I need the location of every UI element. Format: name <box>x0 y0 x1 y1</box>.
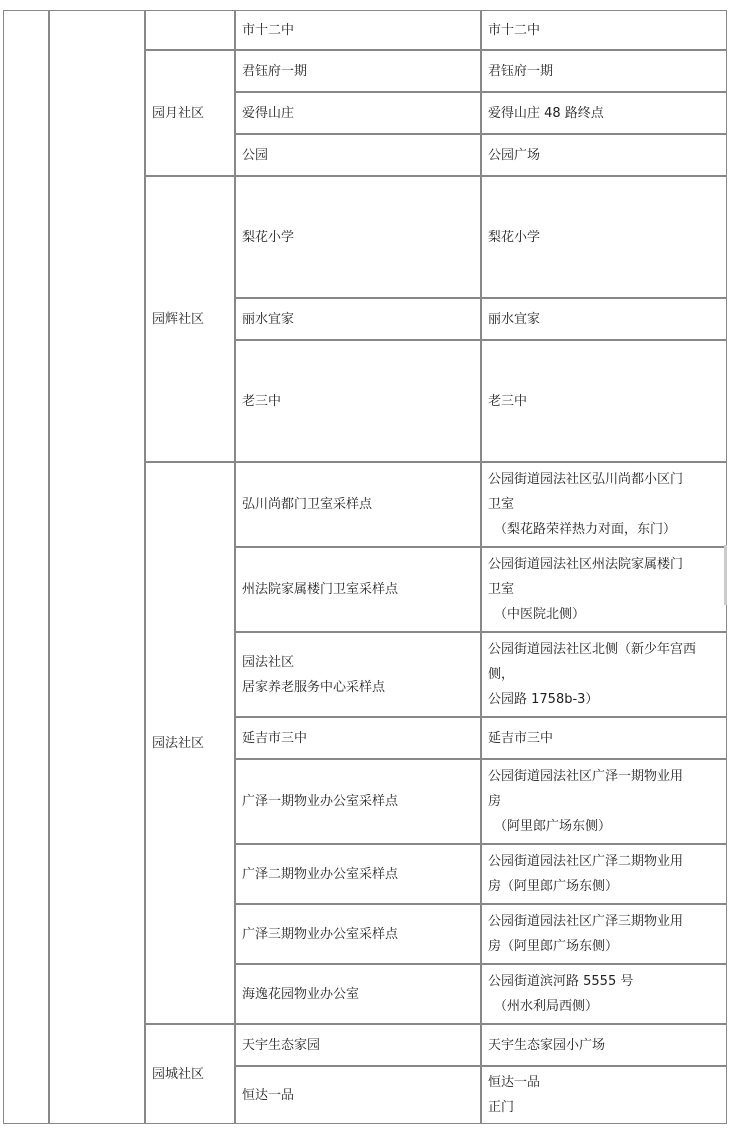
site-line: 公园 <box>242 147 269 163</box>
address-cell <box>481 844 727 904</box>
address-cell <box>481 176 727 298</box>
address-cell <box>481 340 727 462</box>
address-line: 梨花小学 <box>488 229 541 245</box>
address-cell <box>481 1024 727 1066</box>
address-line: （阿里郎广场东侧） <box>494 819 612 834</box>
community-cell: 园月社区 <box>145 50 235 176</box>
site-cell <box>235 632 481 717</box>
site-line: 州法院家属楼门卫室采样点 <box>242 582 399 597</box>
site-line: 恒达一品 <box>242 1087 295 1103</box>
document-page <box>3 10 727 1124</box>
site-line: 爱得山庄 <box>242 105 295 121</box>
site-line: 君钰府一期 <box>242 63 308 79</box>
site-cell <box>235 50 481 92</box>
address-cell <box>481 92 727 134</box>
address-line: 房（阿里郎广场东侧） <box>488 939 619 954</box>
address-line: 正门 <box>488 1100 515 1115</box>
address-line: 公园街道园法社区广泽三期物业用 <box>488 914 684 929</box>
site-line: 居家养老服务中心采样点 <box>242 679 386 695</box>
site-cell <box>235 10 481 50</box>
address-line: 公园街道滨河路 5555 号 <box>488 974 634 989</box>
site-line: 老三中 <box>242 393 282 409</box>
site-cell <box>235 844 481 904</box>
site-line: 广泽二期物业办公室采样点 <box>242 866 399 882</box>
address-line: 公园街道园法社区广泽二期物业用 <box>488 854 684 869</box>
address-line: 侧， <box>488 667 515 682</box>
address-line: 公园路 1758b-3） <box>488 692 599 707</box>
community-cell: 园辉社区 <box>145 176 235 462</box>
address-line: 市十二中 <box>488 22 541 38</box>
community-cell: 园城社区 <box>145 1024 235 1124</box>
site-line: 园法社区 <box>242 654 295 670</box>
address-line: 房（阿里郎广场东侧） <box>488 879 619 894</box>
site-line: 市十二中 <box>242 22 295 38</box>
site-line: 梨花小学 <box>242 229 295 245</box>
site-cell <box>235 462 481 547</box>
site-cell <box>235 298 481 340</box>
site-cell <box>235 1066 481 1124</box>
address-line: 丽水宜家 <box>488 311 541 327</box>
address-cell <box>481 134 727 176</box>
community-cell <box>145 10 235 50</box>
address-cell <box>481 632 727 717</box>
address-line: 公园街道园法社区弘川尚都小区门 <box>488 472 684 487</box>
address-cell <box>481 50 727 92</box>
site-cell <box>235 340 481 462</box>
address-cell <box>481 717 727 759</box>
site-line: 丽水宜家 <box>242 311 295 327</box>
site-line: 天宇生态家园 <box>242 1037 321 1053</box>
site-cell <box>235 176 481 298</box>
address-line: （梨花路荣祥热力对面，东门） <box>494 522 677 537</box>
address-line: 卫室 <box>488 497 515 512</box>
blank-street-column <box>49 10 145 1124</box>
table-row <box>3 10 727 50</box>
address-cell <box>481 298 727 340</box>
site-cell <box>235 964 481 1024</box>
site-line: 广泽三期物业办公室采样点 <box>242 926 399 942</box>
site-line: 海逸花园物业办公室 <box>242 986 360 1002</box>
address-line: 房 <box>488 794 502 809</box>
address-line: 爱得山庄 48 路终点 <box>488 105 604 121</box>
address-line: （州水利局西侧） <box>494 999 599 1014</box>
address-line: 君钰府一期 <box>488 63 554 79</box>
address-cell <box>481 964 727 1024</box>
address-cell <box>481 904 727 964</box>
address-line: （中医院北侧） <box>494 607 586 622</box>
address-cell <box>481 10 727 50</box>
address-cell <box>481 759 727 844</box>
address-line: 延吉市三中 <box>488 730 554 746</box>
site-line: 弘川尚都门卫室采样点 <box>242 497 373 512</box>
page-edge-marker <box>724 545 727 605</box>
address-line: 公园街道园法社区州法院家属楼门 <box>488 557 684 572</box>
site-line: 广泽一期物业办公室采样点 <box>242 794 399 809</box>
address-cell <box>481 547 727 632</box>
site-cell <box>235 134 481 176</box>
address-line: 天宇生态家园小广场 <box>488 1037 606 1053</box>
sampling-sites-table <box>3 10 727 1124</box>
site-cell <box>235 904 481 964</box>
address-line: 恒达一品 <box>488 1075 541 1090</box>
site-cell <box>235 717 481 759</box>
site-cell <box>235 1024 481 1066</box>
address-line: 公园街道园法社区广泽一期物业用 <box>488 769 684 784</box>
site-cell <box>235 92 481 134</box>
address-cell <box>481 1066 727 1124</box>
address-cell <box>481 462 727 547</box>
address-line: 公园广场 <box>488 147 541 163</box>
site-cell <box>235 759 481 844</box>
site-line: 延吉市三中 <box>242 730 308 746</box>
address-line: 卫室 <box>488 582 515 597</box>
address-line: 老三中 <box>488 393 528 409</box>
address-line: 公园街道园法社区北侧（新少年宫西 <box>488 642 697 657</box>
blank-index-column <box>3 10 49 1124</box>
community-cell: 园法社区 <box>145 462 235 1024</box>
site-cell <box>235 547 481 632</box>
